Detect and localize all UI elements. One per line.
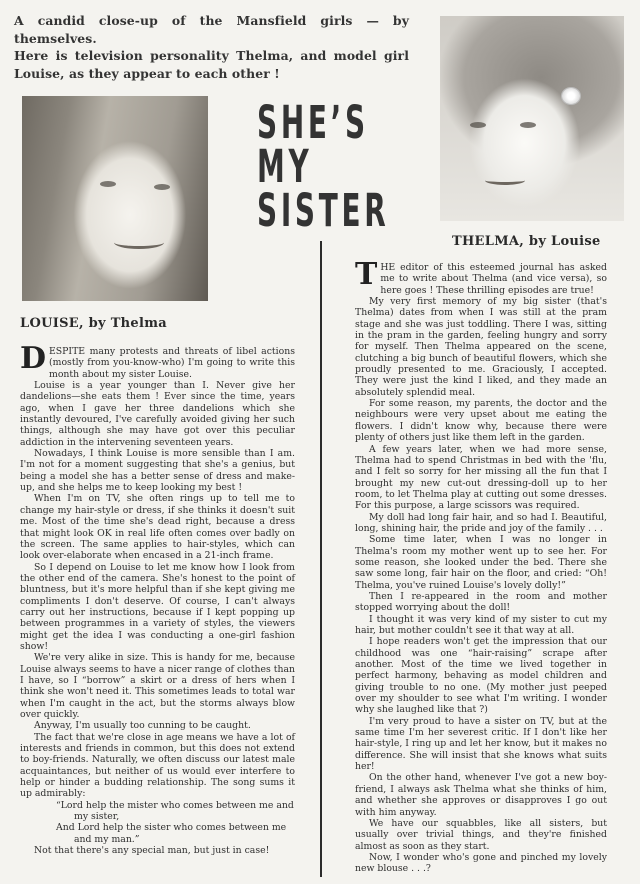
article-paragraph: So I depend on Louise to let me know how I look from the other end of the camera. She's honest to the point of bluntness, but it's more helpful than if she kept giving me compliments I don't deserve. Of course, I can't always carry out her instructions, because if I kept popping up between programmes in a variety of styles, the viewers might get the idea I was conducting a one-girl fashion show! — [20, 561, 295, 652]
verse-text: “Lord help the mister who comes between me and — [56, 799, 294, 811]
article-paragraph: Some time later, when I was no longer in Thelma's room my mother went up to see her. For some reason, she looked under the bed. There she saw some long, fair hair on the floor, and cried: “Oh! Thelma, you've ruined Louise's lovely dolly!” — [355, 534, 607, 591]
intro-line: Louise, as they appear to each other ! — [14, 65, 280, 81]
article-paragraph: A few years later, when we had more sense, Thelma had to spend Christmas in bed with the 'flu, and I felt so sorry for her missing all the fun that I brought my new cut-out dressing-doll up to her room, to let Thelma play at cutting out some dresses. For this purpose, a large scissors was required. — [355, 443, 607, 512]
byline-louise: LOUISE, by Thelma — [20, 316, 168, 331]
photo-thelma-portrait — [440, 16, 624, 221]
paragraph-text: HE editor of this esteemed journal has asked me to write about Thelma (and vice versa), so here goes ! These thrilling episodes are true! — [380, 262, 607, 296]
article-paragraph: My very first memory of my big sister (that's Thelma) dates from when I was still at the pram stage and she was just toddling. There I was, sitting in the pram in the garden, feeling hungry and sorry for myself. Then Thelma appeared on the scene, clutching a big bunch of beautiful flowers, which she proudly presented to me. Graciously, I accepted. They were just the kind I liked, and they made an absolutely splendid meal. — [355, 296, 607, 398]
article-closing-line: Not that there's any special man, but just in case! — [34, 845, 270, 857]
article-paragraph: I'm very proud to have a sister on TV, but at the same time I'm her severest critic. If I don't like her hair-style, I ring up and let her know, but it makes no difference. She will insist that she knows what suits her! — [355, 715, 607, 773]
article-paragraph: On the other hand, whenever I've got a new boy-friend, I always ask Thelma what she thinks of him, and whether she approves or disapproves I go out with him anyway. — [355, 772, 607, 818]
column-divider — [320, 241, 322, 877]
byline-thelma: THELMA, by Louise — [452, 234, 601, 249]
drop-cap: T — [355, 257, 378, 292]
drop-cap: D — [20, 341, 47, 376]
eye-shape — [470, 122, 486, 128]
article-paragraph: We have our squabbles, like all sisters, but usually over trivial things, and they're finished almost as soon as they start. — [355, 817, 607, 852]
mouth-shape — [485, 176, 525, 185]
song-verse-line — [20, 800, 295, 823]
intro-line: Here is television personality Thelma, and model girl — [14, 48, 409, 63]
eye-shape — [100, 181, 116, 187]
thelma-article-body — [355, 257, 607, 875]
article-paragraph — [355, 257, 607, 296]
headline-line: MY — [257, 140, 313, 193]
article-paragraph: I thought it was very kind of my sister to cut my hair, but mother couldn't see it that way at all. — [355, 613, 607, 636]
article-paragraph: Louise is a year younger than I. Never give her dandelions—she eats them ! Ever since the time, years ago, when I gave her three dandelions which she instantly devoured, I've carefully avoided giving her such things, although she may have got over this peculiar addiction in the intervening seventeen years. — [20, 380, 295, 448]
verse-continuation: and my man.” — [74, 833, 140, 845]
mouth-shape — [114, 236, 164, 249]
article-paragraph: The fact that we're close in age means we have a lot of interests and friends in common, but this does not extend to boy-friends. Naturally, we often discuss our latest male acquaintances, but neither of us would ever interfere to help or hinder a budding relationship. The song sums it up admirably: — [20, 731, 295, 800]
article-paragraph: My doll had long fair hair, and so had I. Beautiful, long, shining hair, the pride and joy of the family . . . — [355, 511, 607, 534]
verse-text: And Lord help the sister who comes between me — [56, 822, 287, 834]
article-paragraph: Then I re-appeared in the room and mother stopped worrying about the doll! — [355, 590, 607, 614]
verse-continuation: my sister, — [74, 811, 120, 823]
article-paragraph: I hope readers won't get the impression that our childhood was one “hair-raising” scrape after another. Most of the time we lived together in perfect harmony, behaving as model children and giving trouble to no one. (My mother just peeped over my shoulder to see what I'm writing. I wonder why she laughed like that ?) — [355, 636, 607, 716]
article-paragraph: Now, I wonder who's gone and pinched my lovely new blouse . . .? — [355, 851, 607, 875]
article-paragraph: We're very alike in size. This is handy for me, because Louise always seems to have a nicer range of clothes than I have, so I “borrow” a skirt or a dress of hers when I think she won't need it. This sometimes leads to total war when I'm caught in the act, but the storms always blow over quickly. — [20, 652, 295, 720]
article-paragraph: When I'm on TV, she often rings up to tell me to change my hair-style or dress, if she thinks it doesn't suit me. Most of the time she's dead right, because a dress that might look OK in real life often comes over badly on the screen. The same applies to hair-styles, which can look over-elaborate when encased in a 21-inch frame. — [20, 493, 295, 562]
intro-line: A candid close-up of the Mansfield girls — by themselves. — [14, 13, 409, 46]
eye-shape — [520, 122, 536, 128]
intro-blurb — [14, 12, 409, 82]
page-title — [257, 96, 390, 237]
eye-shape — [154, 184, 170, 190]
headline-line: SISTER — [257, 184, 390, 237]
louise-article-body — [20, 341, 295, 857]
article-paragraph — [20, 341, 295, 380]
article-paragraph: Nowadays, I think Louise is more sensible than I am. I'm not for a moment suggesting that she's a genius, but being a model she has a better sense of dress and make-up, and she helps me to keep looking my best ! — [20, 448, 295, 494]
hair-clip-flower-icon — [562, 88, 580, 104]
paragraph-text: ESPITE many protests and threats of libel actions (mostly from you-know-who) I'm going to write this month about my sister Louise. — [49, 346, 295, 380]
article-paragraph: For some reason, my parents, the doctor and the neighbours were very upset about me eating the flowers. I didn't know why, because there were plenty of others just like them left in the garden. — [355, 398, 607, 444]
article-paragraph: Anyway, I'm usually too cunning to be caught. — [34, 720, 251, 732]
headline-line: SHE’S — [257, 96, 369, 149]
photo-louise-portrait — [22, 96, 208, 301]
song-verse-line — [20, 822, 295, 845]
